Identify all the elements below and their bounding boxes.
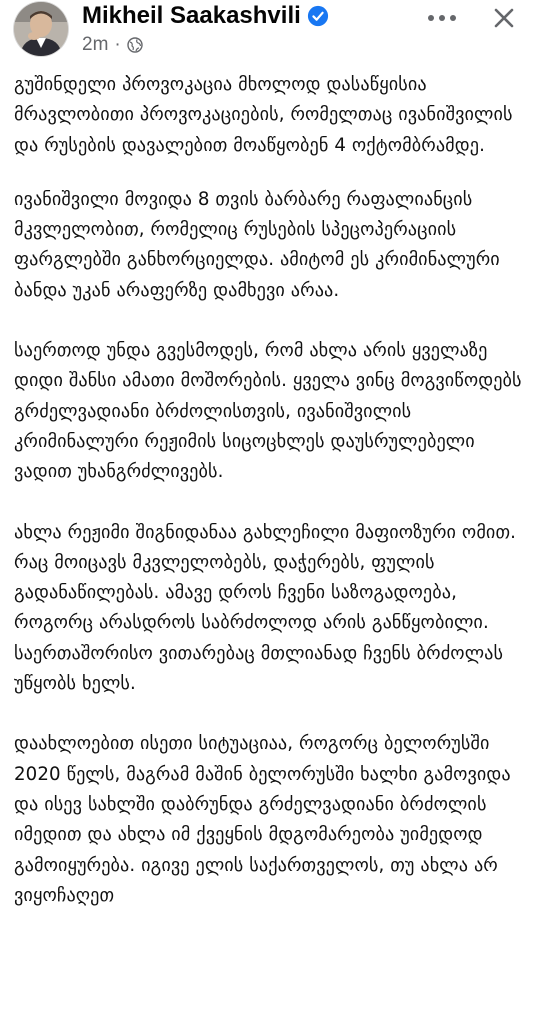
post-paragraph: გუშინდელი პროვოკაცია მხოლოდ დასაწყისია მრავლობითი პროვოკაციების, რომელთაც ივანიშვილის და რუსების დავალებით მოაწყობენ 4 ოქტომბრამდე. xyxy=(14,74,513,156)
meta-separator: · xyxy=(114,34,121,55)
more-options-icon xyxy=(427,14,457,22)
post-header xyxy=(0,0,533,66)
post-paragraph: დაახლოებით ისეთი სიტუაციაა, როგორც ბელორუსში 2020 წელს, მაგრამ მაშინ ბელორუსში ხალხი გამოვიდა და ისევ სახლში დაბრუნდა გრძელვადიანი ბრძოლის იმედით და ახლა იმ ქვეყნის მდგომარეობა უიმედოდ გამოიყურება. იგივე ელის საქართველოს, თუ ახლა არ ვიყოჩაღეთ xyxy=(14,733,511,906)
close-button[interactable] xyxy=(488,2,520,34)
timestamp[interactable]: 2m xyxy=(82,34,109,55)
post-paragraph: ახლა რეჟიმი შიგნიდანაა გახლეჩილი მაფიოზური ომით. რაც მოიცავს მკვლელობებს, დაჭერებს, ფულის გადანაწილებას. ამავე დროს ჩვენი საზოგადოება, როგორც არასდროს საბრძოლოდ არის განწყობილი. საერთაშორისო ვითარებაც მთლიანად ჩვენს ბრძოლას უწყობს ხელს. xyxy=(14,521,516,695)
close-icon xyxy=(493,7,515,29)
globe-icon[interactable] xyxy=(127,37,143,53)
post-paragraph: ივანიშვილი მოვიდა 8 თვის ბარბარე რაფალიანცის მკვლელობით, რომელიც რუსების სპეცოპერაციის ფარგლებში განხორციელდა. ამიტომ ეს კრიმინალური ბანდა უკან არაფერზე დამხევი არაა. xyxy=(14,188,500,301)
verified-badge-icon xyxy=(307,5,329,27)
post-body xyxy=(14,70,524,941)
more-options-button[interactable] xyxy=(424,4,460,32)
author-name[interactable]: Mikheil Saakashvili xyxy=(82,2,301,29)
author-row xyxy=(82,2,329,30)
profile-photo xyxy=(14,2,68,56)
avatar[interactable] xyxy=(14,2,68,56)
post-meta xyxy=(82,34,143,56)
post-paragraph: საერთოდ უნდა გვესმოდეს, რომ ახლა არის ყველაზე დიდი შანსი ამათი მოშორების. ყველა ვინც მოგვიწოდებს გრძელვადიანი ბრძოლისთვის, ივანიშვილის კრიმინალური რეჟიმის სიცოცხლეს დაუსრულებელი ვადით უხანგრძლივებს. xyxy=(14,340,522,483)
